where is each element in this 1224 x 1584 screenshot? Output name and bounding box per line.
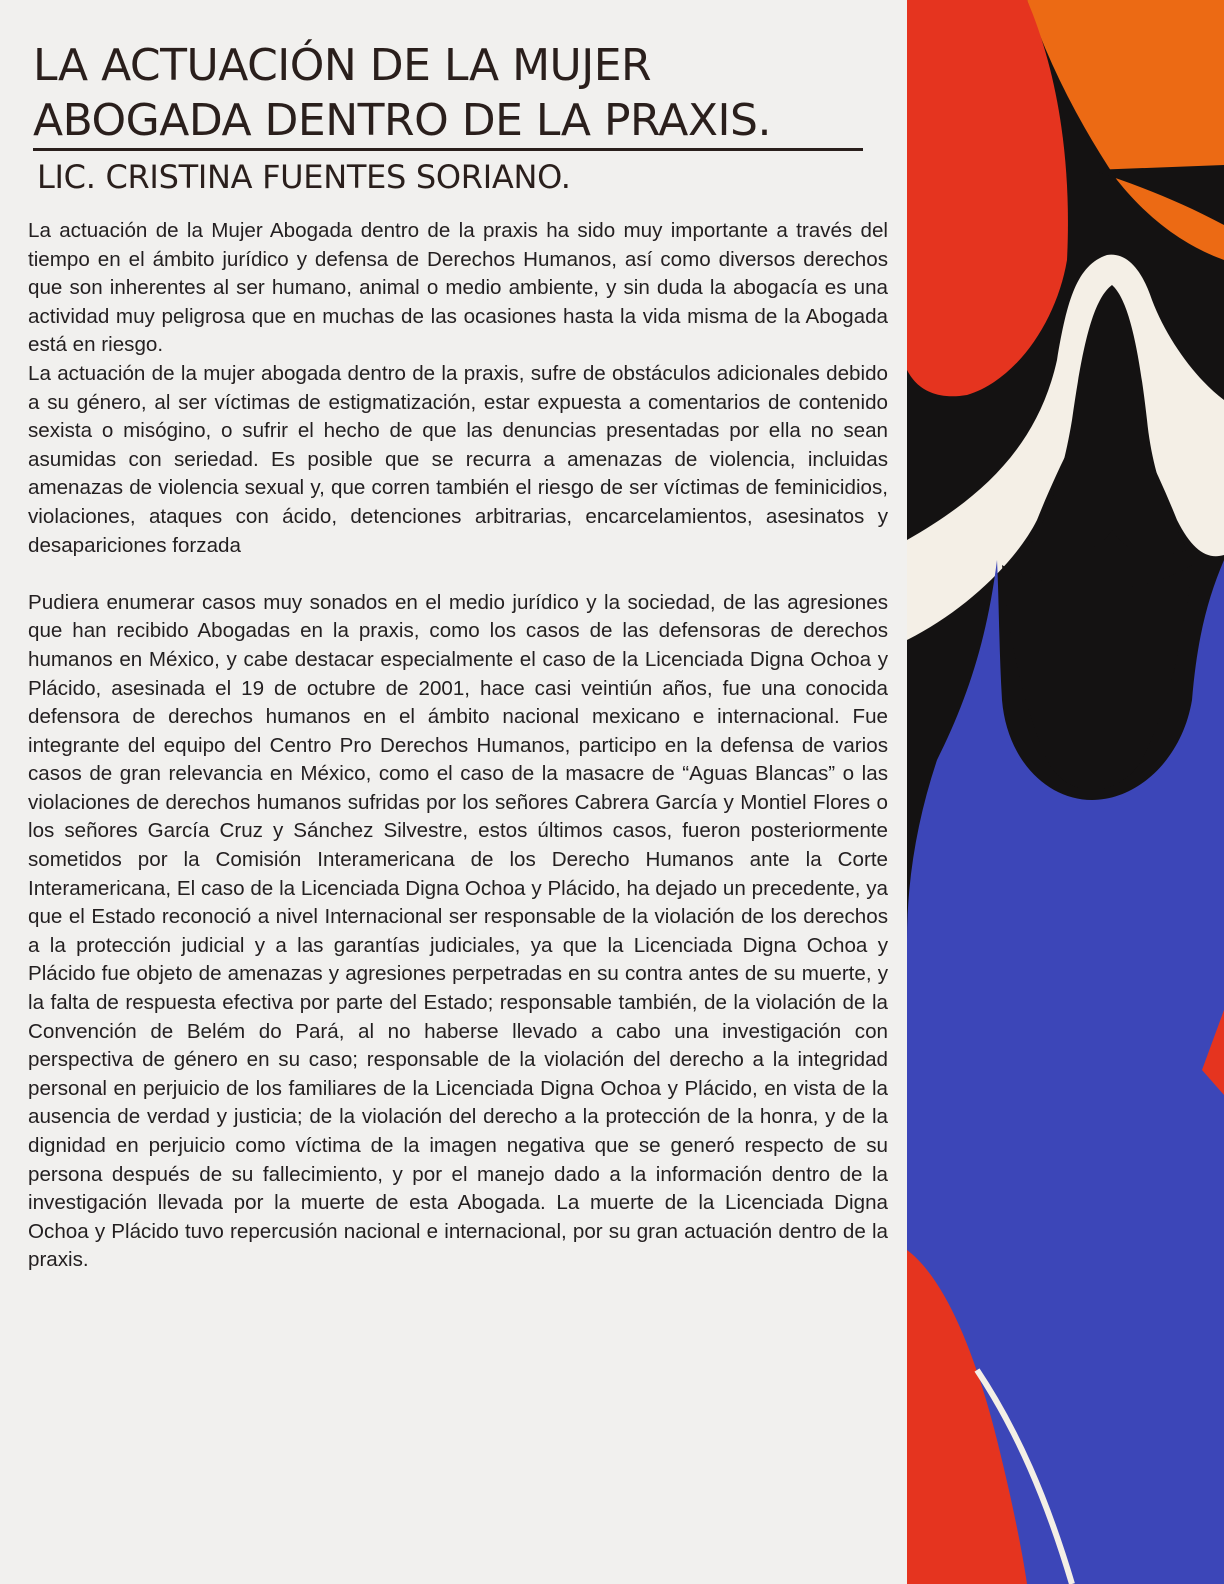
- title-line-1: LA ACTUACIÓN DE LA MUJER: [33, 40, 652, 91]
- author-name: LIC. CRISTINA FUENTES SORIANO.: [37, 158, 571, 196]
- article-title: [33, 38, 863, 148]
- title-divider: [33, 148, 863, 151]
- article-body: [28, 217, 888, 1275]
- title-line-2: ABOGADA DENTRO DE LA PRAXIS.: [33, 95, 771, 146]
- paragraph-3: Pudiera enumerar casos muy sonados en el medio jurídico y la sociedad, de las agresiones que han recibido Abogadas en la praxis, como los casos de las defensoras de derechos humanos en México, y cabe destacar especialmente el caso de la Licenciada Digna Ochoa y Plácido, asesinada el 19 de octubre de 2001, hace casi veintiún años, fue una conocida defensora de derechos humanos en el ámbito nacional mexicano e internacional. Fue integrante del equipo del Centro Pro Derechos Humanos, participo en la defensa de varios casos de gran relevancia en México, como el caso de la masacre de “Aguas Blancas” o las violaciones de derechos humanos sufridas por los señores Cabrera García y Montiel Flores o los señores García Cruz y Sánchez Silvestre, estos últimos casos, fueron posteriormente sometidos por la Comisión Interamericana de los Derecho Humanos ante la Corte Interamericana, El caso de la Licenciada Digna Ochoa y Plácido, ha dejado un precedente, ya que el Estado reconoció a nivel Internacional ser responsable de la violación de los derechos a la protección judicial y a las garantías judiciales, ya que la Licenciada Digna Ochoa y Plácido fue objeto de amenazas y agresiones perpetradas en su contra antes de su muerte, y la falta de respuesta efectiva por parte del Estado; responsable también, de la violación de la Convención de Belém do Pará, al no haberse llevado a cabo una investigación con perspectiva de género en su caso; responsable de la violación del derecho a la integridad personal en perjuicio de los familiares de la Licenciada Digna Ochoa y Plácido, en vista de la ausencia de verdad y justicia; de la violación del derecho a la protección de la honra, y de la dignidad en perjuicio como víctima de la imagen negativa que se generó respecto de su persona después de su fallecimiento, y por el manejo dado a la información dentro de la investigación llevada por la muerte de esta Abogada. La muerte de la Licenciada Digna Ochoa y Plácido tuvo repercusión nacional e internacional, por su gran actuación dentro de la praxis.: [28, 590, 888, 1272]
- paragraph-1: La actuación de la Mujer Abogada dentro de la praxis ha sido muy importante a través del tiempo en el ámbito jurídico y defensa de Derechos Humanos, así como diversos derechos que son inherentes al ser humano, animal o medio ambiente, y sin duda la abogacía es una actividad muy peligrosa que en muchas de las ocasiones hasta la vida misma de la Abogada está en riesgo.: [28, 219, 888, 357]
- woman-figure-illustration: [907, 0, 1224, 1584]
- paragraph-2: La actuación de la mujer abogada dentro de la praxis, sufre de obstáculos adicionales debido a su género, al ser víctimas de estigmatización, estar expuesta a comentarios de contenido sexista o misógino, o sufrir el hecho de que las denuncias presentadas por ella no sean asumidas con seriedad. Es posible que se recurra a amenazas de violencia, incluidas amenazas de violencia sexual y, que corren también el riesgo de ser víctimas de feminicidios, violaciones, ataques con ácido, detenciones arbitrarias, encarcelamientos, asesinatos y desapariciones forzada: [28, 361, 888, 557]
